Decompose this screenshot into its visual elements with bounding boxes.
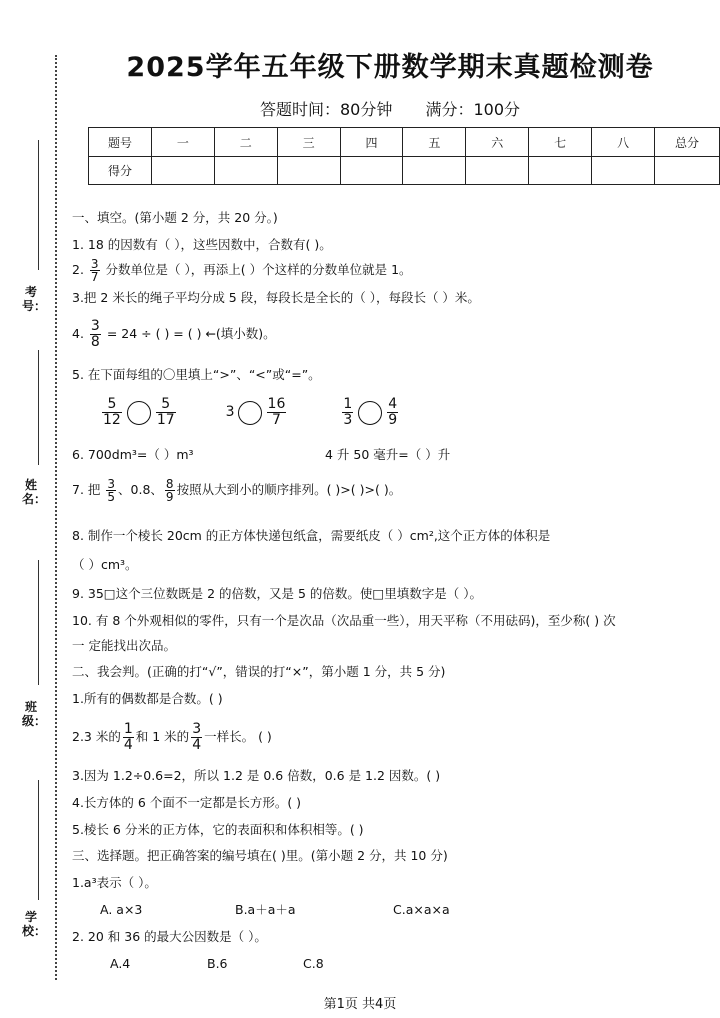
question-text: 按照从大到小的顺序排列。( )>( )>( )。 [176, 482, 402, 497]
side-rule [38, 560, 39, 685]
score-table [88, 127, 720, 185]
denominator: 12 [103, 412, 121, 428]
table-cell: 八 [592, 128, 655, 157]
question-6b: 4 升 50 毫升=（ ）升 [325, 447, 451, 462]
table-cell: 四 [340, 128, 403, 157]
question-3: 3.把 2 米长的绳子平均分成 5 段，每段长是全长的（ ），每段长（ ）米。 [72, 290, 480, 305]
score-table-header-row [89, 128, 720, 157]
choice-option: B.a＋a＋a [235, 902, 296, 917]
side-rule [38, 350, 39, 465]
choice-option: A. a×3 [100, 902, 143, 917]
table-cell: 得分 [89, 157, 152, 185]
compare-circle[interactable] [238, 401, 262, 425]
exam-info [80, 97, 700, 120]
question-1: 1. 18 的因数有（ ），这些因数中，合数有( )。 [72, 237, 332, 252]
judge-2 [72, 722, 272, 753]
table-cell: 总分 [655, 128, 720, 157]
school-label: 学校： [22, 910, 47, 938]
question-9: 9. 35□这个三位数既是 2 的倍数，又是 5 的倍数。使□里填数字是（ ）。 [72, 586, 482, 601]
score-input-cell[interactable] [529, 157, 592, 185]
fraction [342, 397, 353, 428]
score-input-cell[interactable] [592, 157, 655, 185]
fraction [90, 258, 100, 283]
table-cell: 五 [403, 128, 466, 157]
judge-1: 1.所有的偶数都是合数。( ) [72, 691, 223, 706]
side-rule [38, 780, 39, 900]
denominator: 17 [156, 412, 175, 428]
denominator: 8 [90, 334, 100, 350]
question-10a: 10. 有 8 个外观相似的零件，只有一个是次品（次品重一些），用天平称（不用砝码)，至少称( ) 次 [72, 613, 616, 628]
numerator: 5 [102, 397, 122, 413]
compare-circle[interactable] [358, 401, 382, 425]
numerator: 16 [267, 396, 286, 412]
numerator: 8 [165, 477, 174, 491]
numerator: 3 [90, 257, 99, 271]
score-input-cell[interactable] [403, 157, 466, 185]
judge-4: 4.长方体的 6 个面不一定都是长方形。( ) [72, 795, 302, 810]
table-cell: 二 [214, 128, 277, 157]
score-input-cell[interactable] [340, 157, 403, 185]
fraction [90, 319, 101, 350]
score-input-cell[interactable] [655, 157, 720, 185]
integer: 3 [225, 404, 235, 420]
fraction [387, 397, 398, 428]
judge-3: 3.因为 1.2÷0.6=2，所以 1.2 是 0.6 倍数，0.6 是 1.2 因数。( ) [72, 768, 441, 783]
numerator: 4 [388, 396, 398, 412]
time-label: 答题时间：80分钟 [259, 100, 393, 119]
question-8a: 8. 制作一个棱长 20cm 的正方体快递包纸盒，需要纸皮（ ）cm²,这个正方体的体积是 [72, 528, 551, 543]
name-label: 姓名： [22, 478, 47, 506]
section-heading: 一、填空。(第小题 2 分，共 20 分。) [72, 210, 278, 225]
numerator: 1 [343, 396, 353, 412]
denominator: 4 [123, 737, 133, 753]
fraction [165, 478, 175, 503]
denominator: 4 [192, 737, 202, 753]
page-title: 2025学年五年级下册数学期末真题检测卷 [126, 52, 654, 83]
numerator: 3 [90, 318, 100, 334]
question-text: 和 1 米的 [135, 729, 190, 744]
numerator: 3 [192, 721, 202, 737]
numerator: 5 [156, 397, 176, 413]
binding-line [55, 55, 57, 980]
score-input-cell[interactable] [466, 157, 529, 185]
fraction [191, 722, 202, 753]
fraction [123, 722, 134, 753]
denominator: 9 [388, 412, 398, 428]
side-rule [38, 140, 39, 270]
question-7 [72, 478, 401, 503]
question-text: 、0.8、 [118, 482, 163, 497]
denominator: 3 [343, 412, 353, 428]
question-text: = 24 ÷ ( ) = ( ) ←(填小数)。 [106, 326, 276, 341]
score-input-cell[interactable] [151, 157, 214, 185]
fraction [267, 397, 287, 428]
score-input-cell[interactable] [214, 157, 277, 185]
full-score-label: 满分：100分 [425, 100, 520, 119]
fraction [102, 397, 122, 428]
question-text: 分数单位是（ ），再添上( ）个这样的分数单位就是 1。 [105, 262, 412, 277]
question-text: 2.3 米的 [72, 729, 121, 744]
page-number: 第1页 共4页 [323, 997, 397, 1012]
choice-option: C.a×a×a [393, 902, 450, 917]
numerator: 3 [107, 477, 116, 491]
numerator: 1 [123, 721, 133, 737]
denominator: 7 [272, 412, 281, 428]
table-cell: 三 [277, 128, 340, 157]
judge-5: 5.棱长 6 分米的正方体，它的表面积和体积相等。( ) [72, 822, 364, 837]
choice-option: C.8 [303, 956, 324, 971]
question-10b: 一 定能找出次品。 [72, 638, 176, 653]
section-heading: 三、选择题。把正确答案的编号填在( )里。(第小题 2 分，共 10 分) [72, 848, 448, 863]
score-table-score-row [89, 157, 720, 185]
choice-1: 1.a³表示（ ）。 [72, 875, 157, 890]
question-text: 一样长。 ( ) [204, 729, 272, 744]
compare-row [100, 397, 400, 428]
choice-2: 2. 20 和 36 的最大公因数是（ ）。 [72, 929, 267, 944]
compare-circle[interactable] [127, 401, 151, 425]
question-number: 7. 把 [72, 482, 101, 497]
question-number: 2. [72, 262, 84, 277]
denominator: 5 [107, 490, 116, 504]
choice-option: B.6 [207, 956, 228, 971]
question-6a: 6. 700dm³=（ ）m³ [72, 447, 194, 462]
denominator: 9 [165, 490, 174, 504]
exam-number-label: 考号： [22, 285, 47, 313]
table-cell: 一 [151, 128, 214, 157]
table-cell: 七 [529, 128, 592, 157]
question-8b: （ ）cm³。 [72, 557, 138, 572]
score-input-cell[interactable] [277, 157, 340, 185]
question-4 [72, 319, 276, 350]
table-cell: 六 [466, 128, 529, 157]
question-2 [72, 258, 412, 283]
question-number: 4. [72, 326, 84, 341]
choice-option: A.4 [110, 956, 131, 971]
class-label: 班级： [22, 700, 47, 728]
table-cell: 题号 [89, 128, 152, 157]
fraction [106, 478, 116, 503]
question-5: 5. 在下面每组的〇里填上“>”、“<”或“=”。 [72, 367, 321, 382]
section-heading: 二、我会判。(正确的打“√”，错误的打“×”，第小题 1 分，共 5 分) [72, 664, 446, 679]
denominator: 7 [90, 270, 99, 284]
fraction [156, 397, 176, 428]
